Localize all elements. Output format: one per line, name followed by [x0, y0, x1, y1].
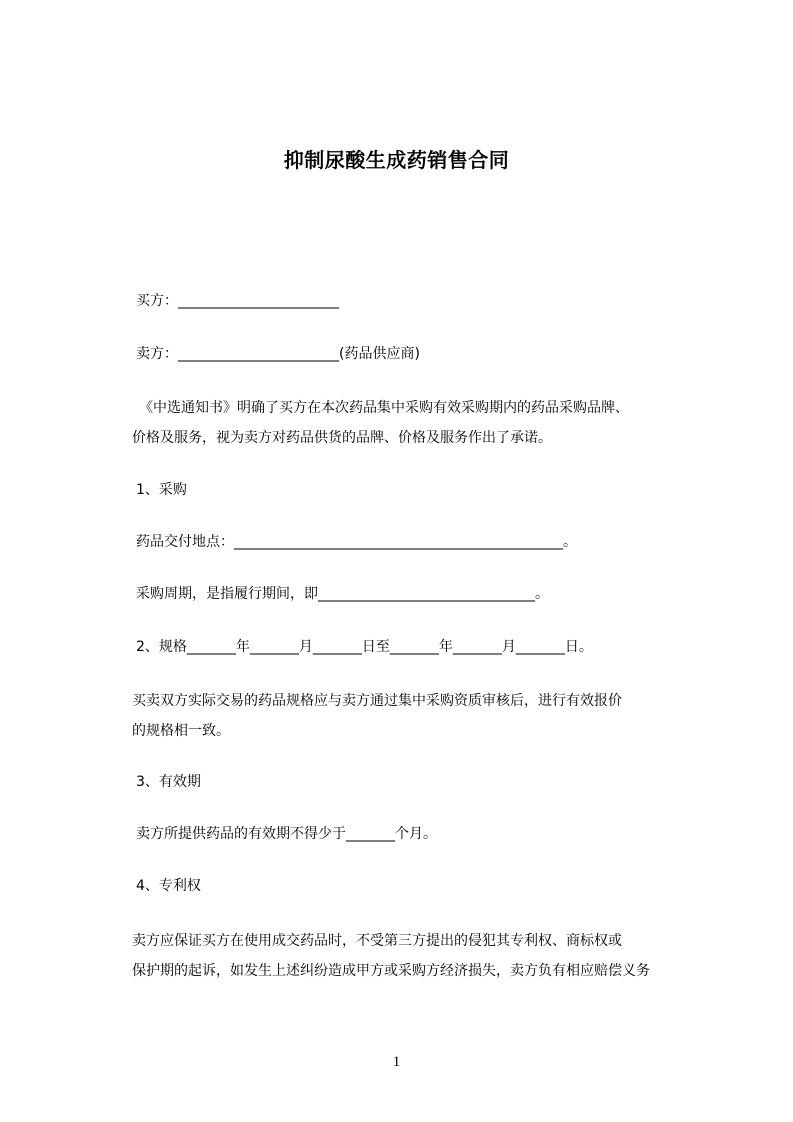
section-2-heading: 2、规格_______年_______月_______日至_______年_______月_______日。	[136, 639, 593, 655]
intro-line-2: 价格及服务，视为卖方对药品供货的品牌、价格及服务作出了承诺。	[132, 430, 552, 446]
document-title: 抑制尿酸生成药销售合同	[283, 148, 510, 172]
spec-line-1: 买卖双方实际交易的药品规格应与卖方通过集中采购资质审核后，进行有效报价	[132, 693, 622, 709]
patent-paragraph	[132, 926, 664, 986]
intro-line-1: 《中选通知书》明确了买方在本次药品集中采购有效采购期内的药品采购品牌、	[132, 400, 629, 416]
patent-line-2: 保护期的起诉，如发生上述纠纷造成甲方或采购方经济损失，卖方负有相应赔偿义务	[132, 963, 650, 979]
delivery-location-line: 药品交付地点：_______________________________________________。	[136, 534, 577, 550]
section-1-heading: 1、采购	[136, 482, 187, 498]
buyer-line: 买方：_______________________	[136, 293, 339, 309]
purchase-period-line: 采购周期，是指履行期间，即_______________________________。	[136, 586, 549, 602]
seller-line: 卖方：_______________________(药品供应商)	[136, 346, 420, 362]
spec-paragraph	[132, 686, 664, 746]
intro-paragraph	[132, 393, 664, 453]
patent-line-1: 卖方应保证买方在使用成交药品时，不受第三方提出的侵犯其专利权、商标权或	[132, 933, 622, 949]
section-3-heading: 3、有效期	[136, 774, 201, 790]
page-number: 1	[392, 1054, 401, 1070]
spec-line-2: 的规格相一致。	[132, 723, 230, 739]
section-4-heading: 4、专利权	[136, 878, 201, 894]
validity-line: 卖方所提供药品的有效期不得少于_______个月。	[136, 826, 437, 842]
